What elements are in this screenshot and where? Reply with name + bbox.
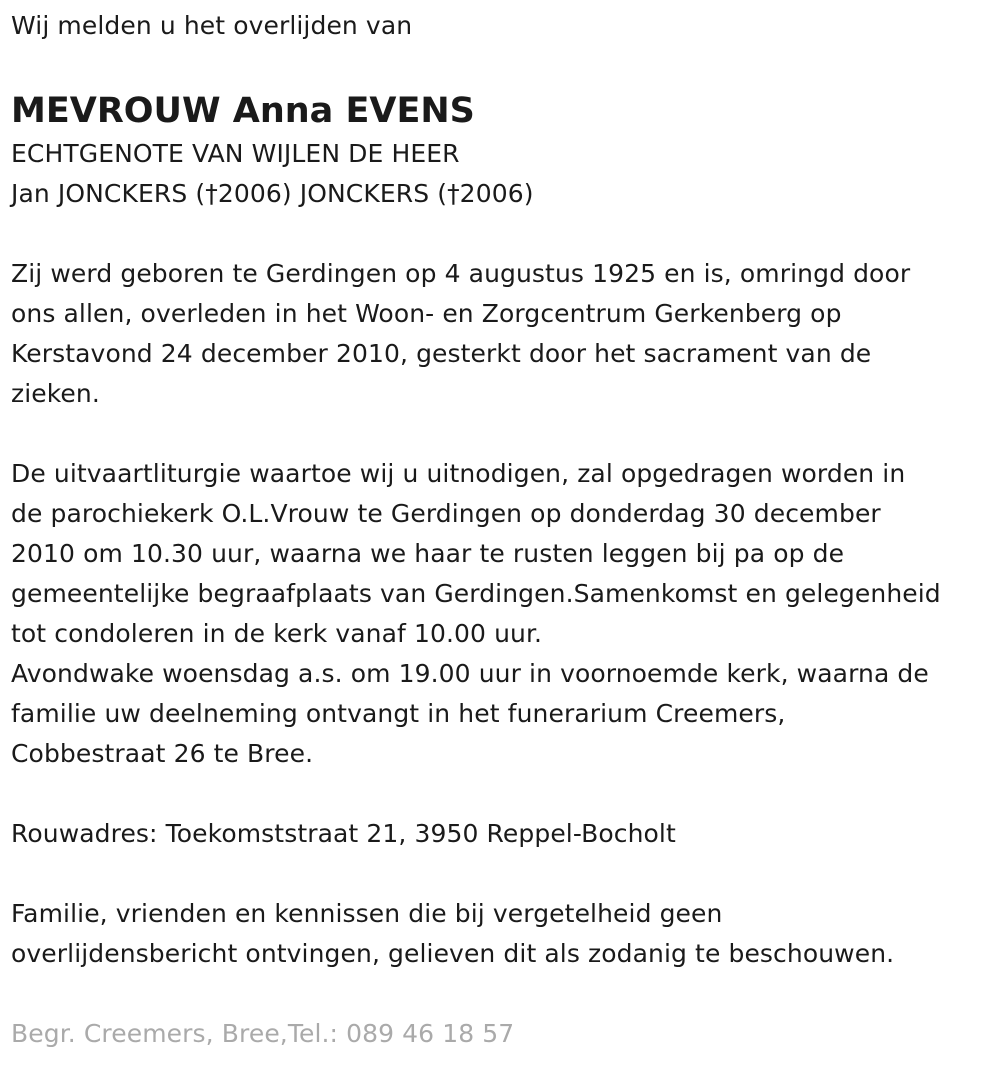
paragraph-line: familie uw deelneming ontvangt in het funerarium Creemers, (11, 699, 786, 728)
spouse-text: Jan JONCKERS (†2006) JONCKERS (†2006) (11, 179, 534, 208)
death-notice (11, 6, 996, 1054)
paragraph-line: 2010 om 10.30 uur, waarna we haar te rusten leggen bij pa op de (11, 539, 845, 568)
funeral-paragraph (11, 454, 996, 774)
paragraph-line: De uitvaartliturgie waartoe wij u uitnodigen, zal opgedragen worden in (11, 459, 906, 488)
spacer (11, 854, 996, 894)
spacer (11, 414, 996, 454)
paragraph-line: Avondwake woensdag a.s. om 19.00 uur in voornoemde kerk, waarna de (11, 659, 929, 688)
spacer (11, 46, 996, 86)
paragraph-line: ons allen, overleden in het Woon- en Zorgcentrum Gerkenberg op (11, 299, 842, 328)
paragraph-line: gemeentelijke begraafplaats van Gerdingen.Samenkomst en gelegenheid (11, 579, 941, 608)
paragraph-line: Cobbestraat 26 te Bree. (11, 739, 314, 768)
paragraph-line: Zij werd geboren te Gerdingen op 4 augustus 1925 en is, omringd door (11, 259, 911, 288)
address-text: Rouwadres: Toekomststraat 21, 3950 Reppel-Bocholt (11, 819, 676, 848)
paragraph-line: Kerstavond 24 december 2010, gesterkt door het sacrament van de (11, 339, 872, 368)
paragraph-line: zieken. (11, 379, 100, 408)
spacer (11, 774, 996, 814)
spacer (11, 214, 996, 254)
birth-paragraph (11, 254, 996, 414)
intro-text: Wij melden u het overlijden van (11, 11, 413, 40)
paragraph-line: Familie, vrienden en kennissen die bij vergetelheid geen (11, 899, 723, 928)
paragraph-line: de parochiekerk O.L.Vrouw te Gerdingen op donderdag 30 december (11, 499, 881, 528)
deceased-name: MEVROUW Anna EVENS (11, 91, 475, 131)
paragraph-line: tot condoleren in de kerk vanaf 10.00 uur. (11, 619, 543, 648)
relation-text: ECHTGENOTE VAN WIJLEN DE HEER (11, 139, 460, 168)
spacer (11, 974, 996, 1014)
closing-paragraph (11, 894, 996, 974)
paragraph-line: overlijdensbericht ontvingen, gelieven dit als zodanig te beschouwen. (11, 939, 895, 968)
funeral-home-footer: Begr. Creemers, Bree,Tel.: 089 46 18 57 (11, 1019, 515, 1048)
